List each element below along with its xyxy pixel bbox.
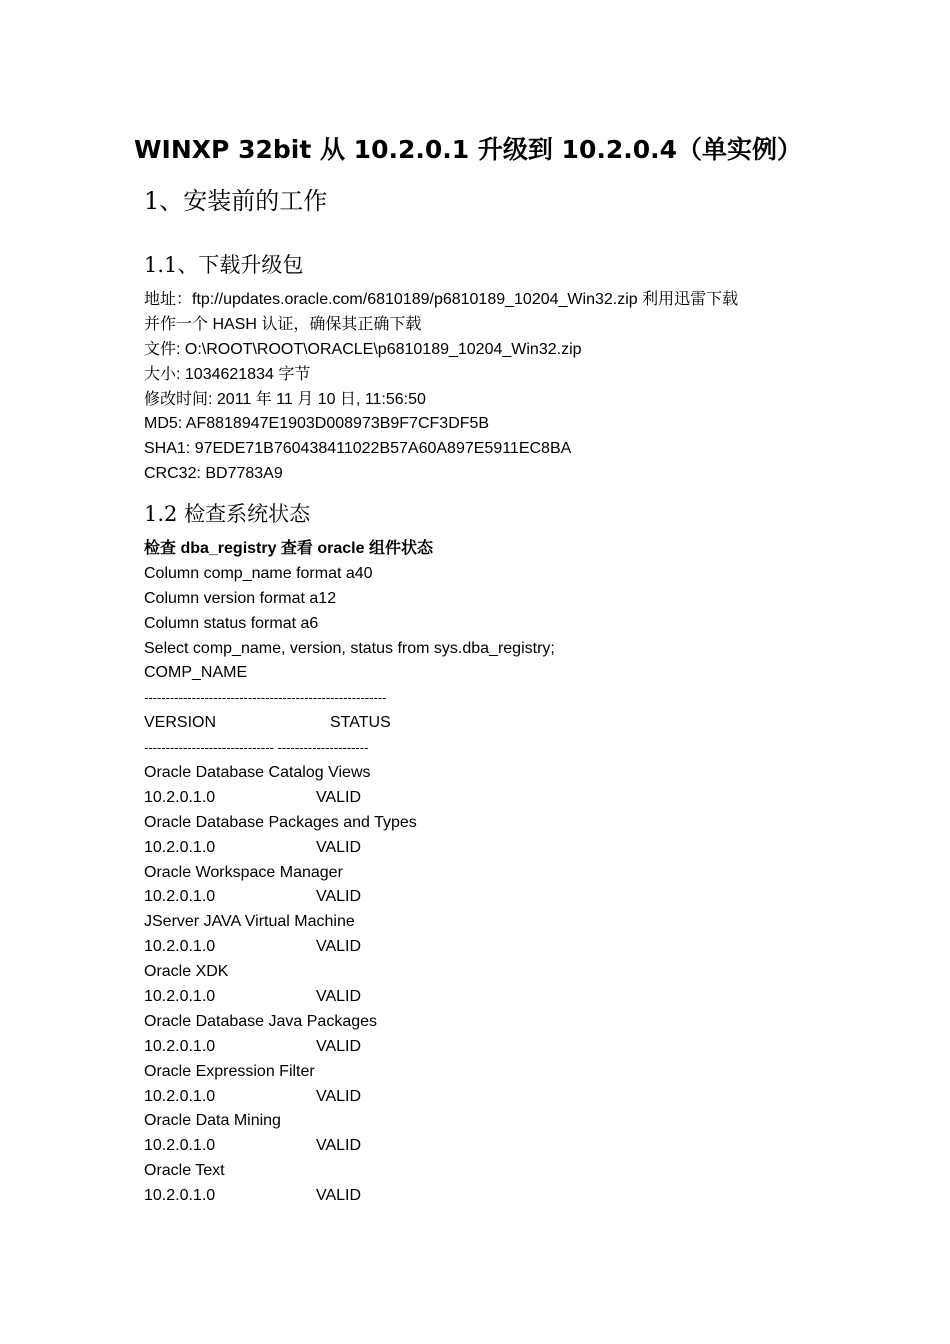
separator-segment: ------------------------------ [144, 740, 274, 756]
download-info [144, 288, 738, 487]
check-heading: 检查 dba_registry 查看 oracle 组件状态 [144, 540, 433, 557]
component-status: VALID [316, 1187, 362, 1205]
component-name: Oracle Database Catalog Views [144, 764, 371, 782]
download-line: 文件: O:\ROOT\ROOT\ORACLE\p6810189_10204_Win32.zip [144, 340, 582, 358]
component-name: JServer JAVA Virtual Machine [144, 913, 355, 931]
download-line: 大小: 1034621834 字节 [144, 365, 311, 383]
column-header-comp-name: COMP_NAME [144, 664, 248, 682]
component-version: 10.2.0.1.0 [144, 1087, 216, 1105]
section-heading-1-1: 1.1、下载升级包 [144, 253, 304, 277]
component-version-row [144, 985, 555, 1010]
component-version-row [144, 836, 555, 861]
component-version-row [144, 786, 555, 811]
separator-line [144, 736, 555, 761]
component-name: Oracle Database Java Packages [144, 1012, 378, 1030]
component-status: VALID [316, 888, 362, 906]
sql-line: Column comp_name format a40 [144, 564, 373, 582]
component-version-row [144, 1134, 555, 1159]
component-list [144, 761, 555, 1209]
component-status: VALID [316, 988, 362, 1006]
separator-line: -------------------------------------------------------- [144, 690, 387, 706]
component-status: VALID [316, 788, 362, 806]
component-status: VALID [316, 1037, 362, 1055]
component-name: Oracle Data Mining [144, 1112, 281, 1130]
component-version-row [144, 1085, 555, 1110]
component-status: VALID [316, 938, 362, 956]
component-status: VALID [316, 838, 362, 856]
component-version-row [144, 935, 555, 960]
component-version: 10.2.0.1.0 [144, 888, 216, 906]
component-status: VALID [316, 1137, 362, 1155]
download-line: SHA1: 97EDE71B760438411022B57A60A897E5911EC8BA [144, 440, 572, 458]
download-line: CRC32: BD7783A9 [144, 465, 283, 483]
component-version-row [144, 1184, 555, 1209]
download-line: 修改时间: 2011 年 11 月 10 日, 11:56:50 [144, 390, 426, 408]
section-heading-1: 1、安装前的工作 [144, 187, 328, 215]
component-version: 10.2.0.1.0 [144, 938, 216, 956]
download-line: MD5: AF8818947E1903D008973B9F7CF3DF5B [144, 415, 490, 433]
column-header-status: STATUS [330, 714, 391, 732]
component-status: VALID [316, 1087, 362, 1105]
component-version: 10.2.0.1.0 [144, 1187, 216, 1205]
component-name: Oracle XDK [144, 963, 229, 981]
section-heading-1-2: 1.2 检查系统状态 [144, 502, 311, 526]
sql-line: Column version format a12 [144, 589, 337, 607]
component-version: 10.2.0.1.0 [144, 838, 216, 856]
component-version: 10.2.0.1.0 [144, 1137, 216, 1155]
registry-check [144, 537, 555, 1209]
component-version: 10.2.0.1.0 [144, 788, 216, 806]
separator-segment: --------------------- [277, 740, 369, 756]
component-version: 10.2.0.1.0 [144, 988, 216, 1006]
column-header-version: VERSION [144, 714, 217, 732]
component-version-row [144, 885, 555, 910]
component-version-row [144, 1035, 555, 1060]
download-line: 地址：ftp://updates.oracle.com/6810189/p6810189_10204_Win32.zip 利用迅雷下载 [144, 291, 739, 308]
component-name: Oracle Text [144, 1162, 225, 1180]
component-name: Oracle Database Packages and Types [144, 813, 417, 831]
document-title: WINXP 32bit 从 10.2.0.1 升级到 10.2.0.4（单实例） [133, 135, 803, 164]
component-name: Oracle Workspace Manager [144, 863, 343, 881]
column-header-row [144, 711, 555, 736]
sql-line: Select comp_name, version, status from sys.dba_registry; [144, 639, 555, 657]
component-name: Oracle Expression Filter [144, 1062, 315, 1080]
sql-line: Column status format a6 [144, 614, 319, 632]
component-version: 10.2.0.1.0 [144, 1037, 216, 1055]
download-line: 并作一个 HASH 认证，确保其正确下载 [144, 315, 422, 333]
